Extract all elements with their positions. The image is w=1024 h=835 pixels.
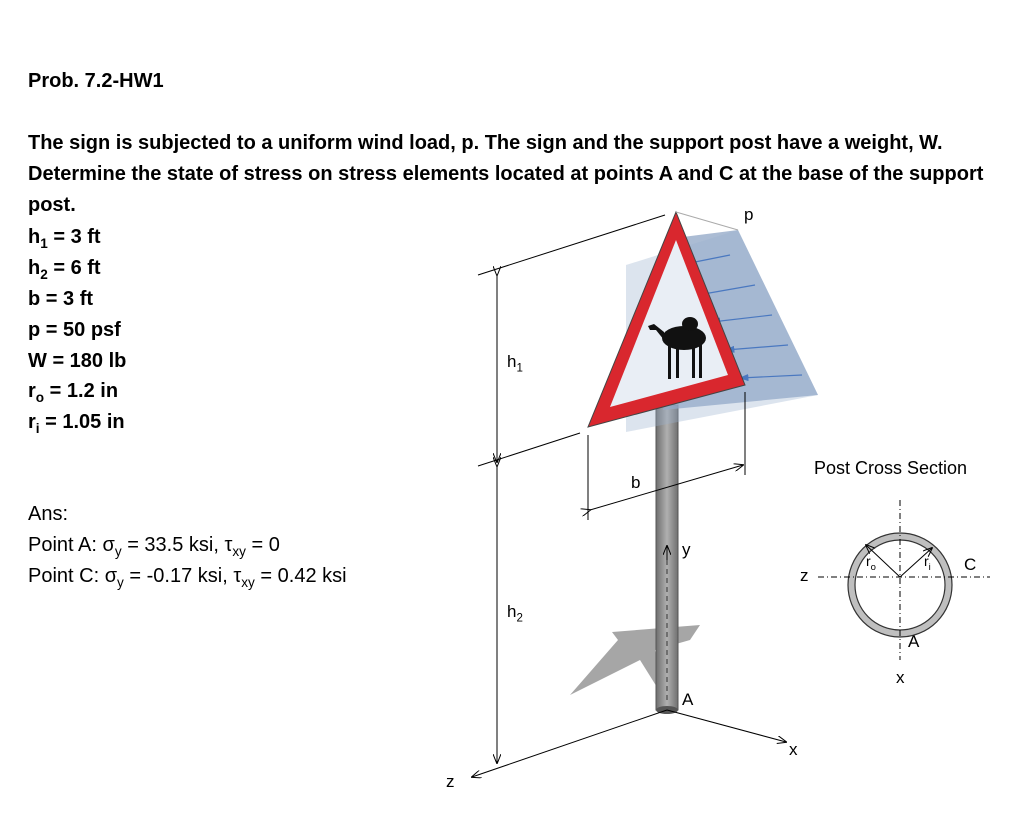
h1-label: $h_1$	[507, 352, 523, 375]
problem-statement: The sign is subjected to a uniform wind load, p. The sign and the support post have a weight, W. Determine the state of stress on stress elements located at points A and C at the base of the support post.	[28, 132, 984, 216]
given-ro: $r_o = 1.2$ in	[28, 380, 119, 405]
point-c-label: C	[964, 555, 977, 574]
b-label: b	[631, 473, 641, 492]
answer-heading: Ans:	[28, 503, 69, 525]
post-cross-section	[818, 500, 990, 660]
post-shadow	[570, 625, 700, 700]
z-axis-label: z	[446, 772, 455, 791]
cs-point-a-label: A	[908, 632, 920, 651]
ro-label: $r_o$	[866, 553, 876, 573]
load-label: p	[744, 205, 754, 224]
x-axis-label: x	[789, 740, 798, 759]
given-h1: $h_1 = 3$ ft	[28, 226, 101, 251]
cs-z-label: z	[800, 566, 809, 585]
given-h2: $h_2 = 6$ ft	[28, 257, 101, 282]
h2-label: $h_2$	[507, 602, 523, 625]
answer-point-a: Point A: $\sigma_y = 33.5$ ksi, $\tau_{xy} = 0$	[28, 534, 280, 559]
cs-x-label: x	[896, 668, 905, 687]
given-p: p = 50 psf	[28, 319, 121, 341]
answer-point-c: Point C: $\sigma_y = -0.17$ ksi, $\tau_{xy} = 0.42$ ksi	[28, 565, 347, 590]
given-ri: $r_i = 1.05$ in	[28, 411, 125, 436]
given-b: b = 3 ft	[28, 288, 94, 310]
ri-label: $r_i$	[924, 553, 931, 573]
given-w: W = 180 lb	[28, 350, 127, 372]
cross-section-title: Post Cross Section	[814, 458, 968, 478]
y-axis-label: y	[682, 540, 691, 559]
problem-title: Prob. 7.2-HW1	[28, 70, 164, 92]
point-a-label: A	[682, 690, 694, 709]
